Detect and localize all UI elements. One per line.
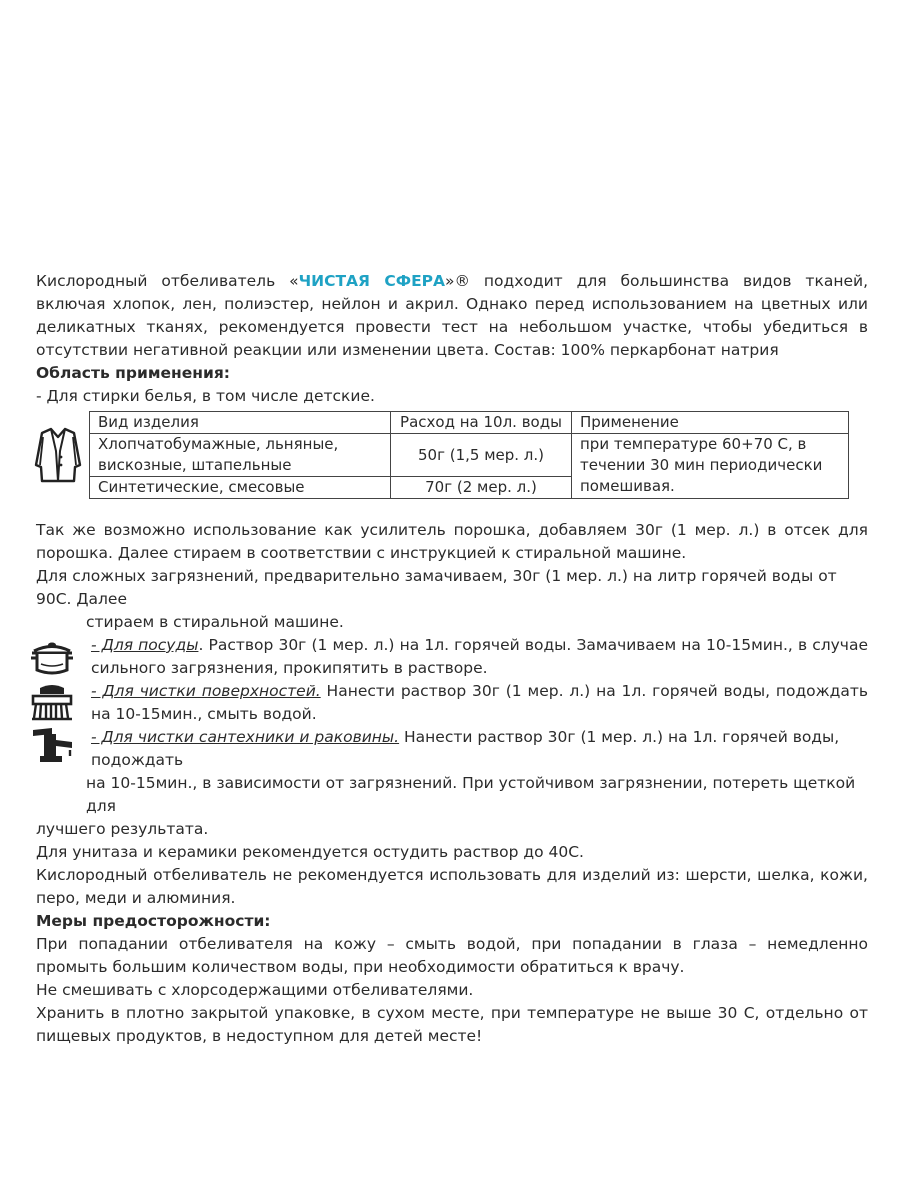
cell-dose: 50г (1,5 мер. л.) bbox=[391, 434, 572, 477]
dishes-block bbox=[36, 634, 868, 680]
cell-type bbox=[90, 434, 391, 477]
laundry-line: - Для стирки белья, в том числе детские. bbox=[36, 387, 375, 405]
intro-text-rest: »® подходит для большинства видов тканей, включая хлопок, лен, полиэстер, нейлон и акрил. Однако перед использованием на цветных или деликатных тканях, рекомендуется провести тест на небольшом участке, чтобы убедиться в отсутствии негативной реакции или изменении цвета. bbox=[36, 272, 868, 359]
table-row bbox=[90, 434, 849, 477]
plumbing-label: - Для чистки сантехники и раковины. bbox=[91, 728, 400, 746]
cell-type-line2: вискозные, штапельные bbox=[98, 456, 292, 474]
cell-application: при температуре 60+70 С, в течении 30 мин периодически помешивая. bbox=[572, 434, 849, 499]
not-recommended-paragraph: Кислородный отбеливатель не рекомендуется использовать для изделий из: шерсти, шелка, кожи, перо, меди и алюминия. bbox=[36, 866, 868, 907]
jacket-icon bbox=[34, 425, 82, 485]
toilet-line: Для унитаза и керамики рекомендуется остудить раствор до 40С. bbox=[36, 843, 584, 861]
dosage-table bbox=[89, 411, 849, 499]
no-mix-line: Не смешивать с хлорсодержащими отбеливателями. bbox=[36, 981, 474, 999]
intro-paragraph bbox=[36, 270, 868, 362]
cell-dose: 70г (2 мер. л.) bbox=[391, 477, 572, 499]
plumbing-text: Нанести раствор 30г (1 мер. л.) на 1л. горячей воды, подождать bbox=[91, 728, 840, 769]
skin-paragraph: При попадании отбеливателя на кожу – смыть водой, при попадании в глаза – немедленно промыть большим количеством воды, при необходимости обратиться к врачу. bbox=[36, 935, 868, 976]
usage-heading: Область применения: bbox=[36, 364, 230, 382]
header-application: Применение bbox=[572, 412, 849, 434]
surfaces-block bbox=[36, 680, 868, 726]
dishes-paragraph bbox=[36, 634, 868, 680]
composition: Состав: 100% перкарбонат натрия bbox=[489, 341, 779, 359]
soak-line2: стираем в стиральной машине. bbox=[86, 613, 344, 631]
surfaces-label: - Для чистки поверхностей. bbox=[91, 682, 321, 700]
plumbing-line3: лучшего результата. bbox=[36, 820, 209, 838]
booster-paragraph: Так же возможно использование как усилитель порошка, добавляем 30г (1 мер. л.) в отсек для порошка. Далее стираем в соответствии с инструкцией к стиральной машине. bbox=[36, 521, 868, 562]
faucet-icon bbox=[30, 726, 74, 766]
cell-type-line1: Хлопчатобумажные, льняные, bbox=[98, 435, 339, 453]
plumbing-line2: на 10-15мин., в зависимости от загрязнений. При устойчивом загрязнении, потереть щеткой для bbox=[86, 774, 856, 815]
header-item-type: Вид изделия bbox=[90, 412, 391, 434]
precautions-heading: Меры предосторожности: bbox=[36, 912, 271, 930]
surfaces-text: Нанести раствор 30г (1 мер. л.) на 1л. горячей воды, подождать на 10-15мин., смыть водой. bbox=[91, 682, 869, 723]
brush-icon bbox=[30, 682, 74, 722]
surfaces-paragraph bbox=[36, 680, 868, 726]
dishes-label: - Для посуды bbox=[91, 636, 199, 654]
cell-type: Синтетические, смесовые bbox=[90, 477, 391, 499]
pot-icon bbox=[30, 636, 74, 676]
dosage-table-block bbox=[36, 411, 868, 507]
instruction-document bbox=[36, 270, 868, 1048]
dishes-text: . Раствор 30г (1 мер. л.) на 1л. горячей воды. Замачиваем на 10-15мин., в случае сильного загрязнения, прокипятить в растворе. bbox=[91, 636, 868, 677]
table-header-row bbox=[90, 412, 849, 434]
plumbing-line1 bbox=[36, 726, 868, 772]
brand-name: ЧИСТАЯ СФЕРА bbox=[298, 272, 446, 290]
soak-line1: Для сложных загрязнений, предварительно замачиваем, 30г (1 мер. л.) на литр горячей воды от 90С. Далее bbox=[36, 567, 837, 608]
header-dose: Расход на 10л. воды bbox=[391, 412, 572, 434]
intro-text-start: Кислородный отбеливатель « bbox=[36, 272, 299, 290]
storage-paragraph: Хранить в плотно закрытой упаковке, в сухом месте, при температуре не выше 30 С, отдельно от пищевых продуктов, в недоступном для детей месте! bbox=[36, 1004, 868, 1045]
plumbing-block bbox=[36, 726, 868, 772]
